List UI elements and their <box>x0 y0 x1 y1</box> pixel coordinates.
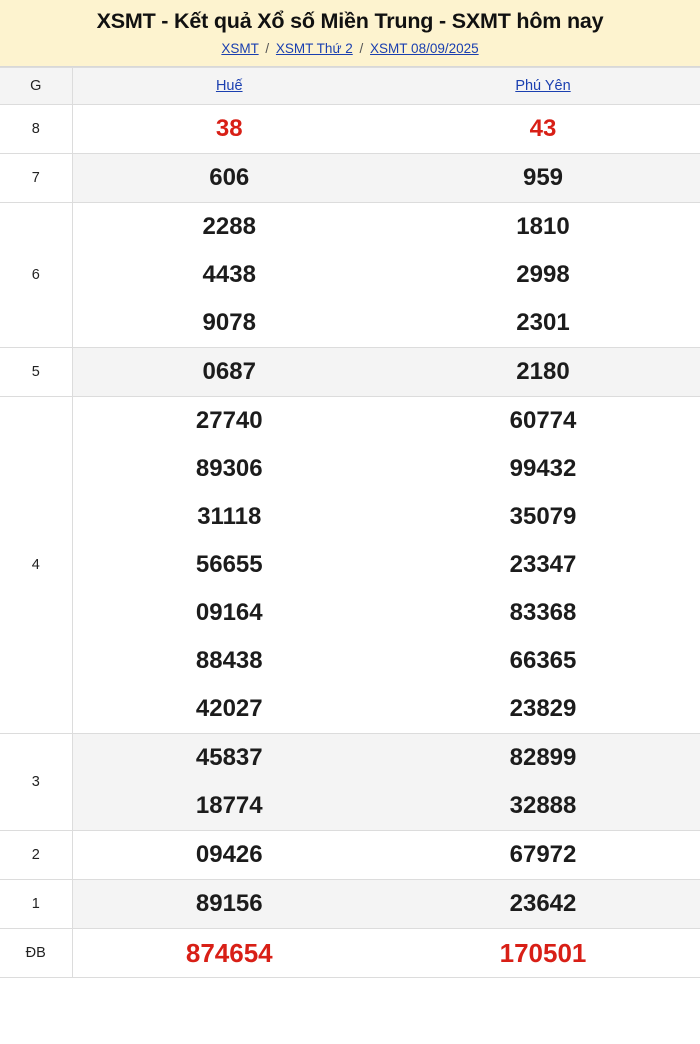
prize-numbers-phuyen <box>386 830 700 879</box>
prize-label: 1 <box>0 879 72 928</box>
lottery-number: 43 <box>529 114 557 142</box>
prize-label: 7 <box>0 153 72 202</box>
lottery-number: 82899 <box>509 743 577 771</box>
lottery-number: 32888 <box>509 791 577 819</box>
lottery-number: 67972 <box>509 840 577 868</box>
page-title: XSMT - Kết quả Xổ số Miền Trung - SXMT hôm nay <box>96 9 604 33</box>
prize-label: 4 <box>0 396 72 733</box>
lottery-number: 60774 <box>509 406 577 434</box>
lottery-number: 88438 <box>195 646 263 674</box>
prize-label: 6 <box>0 202 72 347</box>
lottery-number: 45837 <box>195 743 263 771</box>
table-row <box>0 347 700 396</box>
prize-numbers-hue <box>72 202 386 347</box>
lottery-number: 18774 <box>195 791 263 819</box>
table-header-row <box>0 67 700 104</box>
prize-numbers-phuyen <box>386 733 700 830</box>
prize-numbers-phuyen <box>386 928 700 977</box>
lottery-number: 170501 <box>499 937 587 968</box>
prize-label: 3 <box>0 733 72 830</box>
breadcrumb <box>0 41 700 56</box>
province-link-phuyen[interactable]: Phú Yên <box>515 77 571 94</box>
table-row <box>0 928 700 977</box>
lottery-number: 09426 <box>195 840 263 868</box>
lottery-number: 23347 <box>509 550 577 578</box>
prize-numbers-hue <box>72 928 386 977</box>
lottery-number: 89156 <box>195 889 263 917</box>
prize-numbers-phuyen <box>386 153 700 202</box>
prize-label: 2 <box>0 830 72 879</box>
breadcrumb-item-date[interactable]: XSMT 08/09/2025 <box>370 40 479 56</box>
prize-numbers-hue <box>72 396 386 733</box>
lottery-number: 38 <box>215 114 243 142</box>
breadcrumb-item-weekday[interactable]: XSMT Thứ 2 <box>275 40 353 56</box>
lottery-number: 31118 <box>197 502 262 530</box>
prize-numbers-hue <box>72 153 386 202</box>
table-row <box>0 104 700 153</box>
lottery-number: 66365 <box>509 646 577 674</box>
breadcrumb-separator-1: / <box>265 40 270 56</box>
lottery-number: 56655 <box>195 550 263 578</box>
lottery-number: 09164 <box>195 598 263 626</box>
table-row <box>0 153 700 202</box>
prize-numbers-hue <box>72 830 386 879</box>
prize-numbers-phuyen <box>386 347 700 396</box>
prize-label: 8 <box>0 104 72 153</box>
table-row <box>0 202 700 347</box>
lottery-number: 606 <box>209 163 250 191</box>
lottery-number: 23829 <box>509 694 577 722</box>
results-table <box>0 67 700 978</box>
lottery-number: 4438 <box>202 260 256 288</box>
prize-numbers-hue <box>72 733 386 830</box>
prize-numbers-phuyen <box>386 396 700 733</box>
table-row <box>0 879 700 928</box>
table-row <box>0 396 700 733</box>
lottery-number: 959 <box>522 163 564 191</box>
lottery-number: 2301 <box>516 308 570 336</box>
lottery-number: 9078 <box>202 308 256 336</box>
lottery-number: 89306 <box>195 454 263 482</box>
breadcrumb-separator-2: / <box>359 40 364 56</box>
lottery-number: 23642 <box>509 889 577 917</box>
prize-numbers-phuyen <box>386 202 700 347</box>
lottery-number: 0687 <box>202 357 256 385</box>
column-header-prize: G <box>0 67 72 104</box>
prize-numbers-phuyen <box>386 879 700 928</box>
lottery-number: 99432 <box>509 454 577 482</box>
lottery-number: 1810 <box>516 212 570 240</box>
prize-numbers-hue <box>72 879 386 928</box>
lottery-number: 42027 <box>195 694 263 722</box>
lottery-number: 874654 <box>185 937 273 968</box>
lottery-number: 2180 <box>516 357 570 385</box>
lottery-number: 83368 <box>509 598 577 626</box>
prize-numbers-hue <box>72 104 386 153</box>
prize-numbers-hue <box>72 347 386 396</box>
table-row <box>0 733 700 830</box>
table-row <box>0 830 700 879</box>
breadcrumb-item-xsmt[interactable]: XSMT <box>221 40 259 56</box>
prize-numbers-phuyen <box>386 104 700 153</box>
lottery-number: 2998 <box>516 260 570 288</box>
lottery-number: 27740 <box>195 406 263 434</box>
page-header <box>0 0 700 67</box>
lottery-number: 2288 <box>202 212 256 240</box>
prize-label: 5 <box>0 347 72 396</box>
column-header-hue <box>72 67 386 104</box>
column-header-phuyen <box>386 67 700 104</box>
lottery-number: 35079 <box>509 502 577 530</box>
prize-label: ĐB <box>0 928 72 977</box>
province-link-hue[interactable]: Huế <box>215 77 243 94</box>
